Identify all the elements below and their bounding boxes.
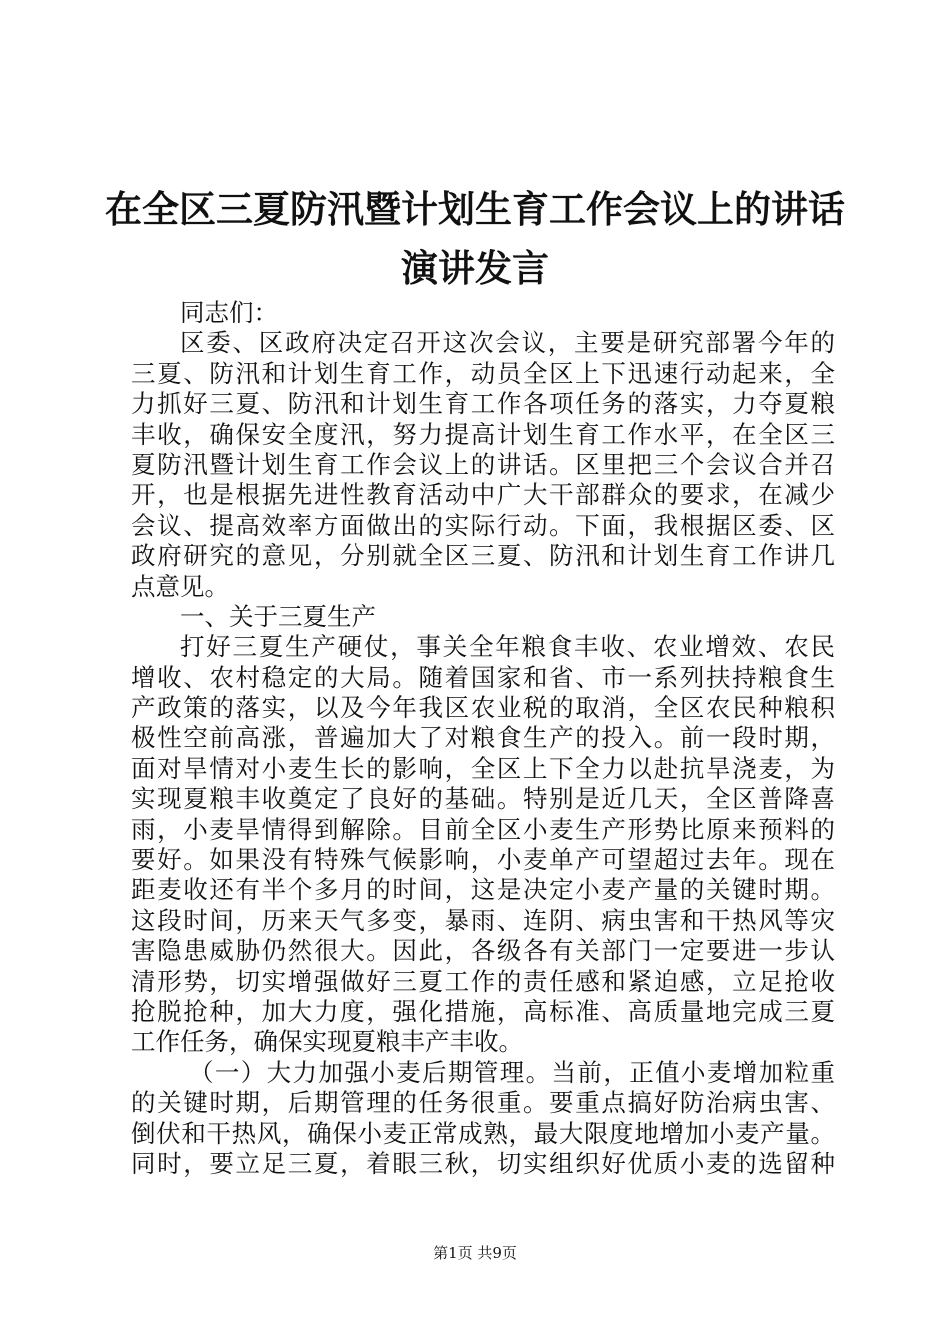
body-line: 增收、农村稳定的大局。随着国家和省、市一系列扶持粮食生 <box>131 662 835 692</box>
body-line: 实现夏粮丰收奠定了良好的基础。特别是近几天，全区普降喜 <box>131 784 835 814</box>
body-line: 要好。如果没有特殊气候影响，小麦单产可望超过去年。现在 <box>131 845 835 875</box>
page-footer: 第1页 共9页 <box>433 1244 517 1262</box>
body-line: 同时，要立足三夏，着眼三秋，切实组织好优质小麦的选留种 <box>131 1148 835 1178</box>
body-line: 开，也是根据先进性教育活动中广大干部群众的要求，在减少 <box>131 480 835 510</box>
body-line: 雨，小麦旱情得到解除。目前全区小麦生产形势比原来预料的 <box>131 814 835 844</box>
body-line: 三夏、防汛和计划生育工作，动员全区上下迅速行动起来，全 <box>131 358 835 388</box>
body-line: 抢脱抢种，加大力度，强化措施，高标准、高质量地完成三夏 <box>131 996 835 1026</box>
body-line: 政府研究的意见，分别就全区三夏、防汛和计划生育工作讲几 <box>131 541 835 571</box>
body-line: 同志们： <box>180 298 278 327</box>
body-line: 的关键时期，后期管理的任务很重。要重点搞好防治病虫害、 <box>131 1088 835 1118</box>
body-line: 产政策的落实，以及今年我区农业税的取消，全区农民种粮积 <box>131 693 835 723</box>
body-line: 工作任务，确保实现夏粮丰产丰收。 <box>131 1027 523 1057</box>
body-line: 这段时间，历来天气多变，暴雨、连阴、病虫害和干热风等灾 <box>131 905 835 935</box>
body-line: 区委、区政府决定召开这次会议，主要是研究部署今年的 <box>180 328 835 358</box>
body-line: 面对旱情对小麦生长的影响，全区上下全力以赴抗旱浇麦，为 <box>131 753 835 783</box>
document-title-line-2: 演讲发言 <box>401 246 549 290</box>
body-line: 丰收，确保安全度汛，努力提高计划生育工作水平，在全区三 <box>131 419 835 449</box>
body-line: 害隐患威胁仍然很大。因此，各级各有关部门一定要进一步认 <box>131 936 835 966</box>
body-line: 力抓好三夏、防汛和计划生育工作各项任务的落实，力夺夏粮 <box>131 389 835 419</box>
body-line: 距麦收还有半个多月的时间，这是决定小麦产量的关键时期。 <box>131 875 835 905</box>
body-line: 倒伏和干热风，确保小麦正常成熟，最大限度地增加小麦产量。 <box>131 1118 835 1148</box>
body-line: 夏防汛暨计划生育工作会议上的讲话。区里把三个会议合并召 <box>131 449 835 479</box>
body-line: （一）大力加强小麦后期管理。当前，正值小麦增加粒重 <box>189 1057 835 1087</box>
body-line: 一、关于三夏生产 <box>180 601 376 631</box>
body-line: 会议、提高效率方面做出的实际行动。下面，我根据区委、区 <box>131 510 835 540</box>
body-line: 清形势，切实增强做好三夏工作的责任感和紧迫感，立足抢收 <box>131 966 835 996</box>
body-line: 点意见。 <box>131 571 229 601</box>
body-line: 打好三夏生产硬仗，事关全年粮食丰收、农业增效、农民 <box>180 632 835 662</box>
document-title-line-1: 在全区三夏防汛暨计划生育工作会议上的讲话 <box>105 187 845 231</box>
body-line: 极性空前高涨，普遍加大了对粮食生产的投入。前一段时期， <box>131 723 835 753</box>
document-body <box>131 298 835 1179</box>
